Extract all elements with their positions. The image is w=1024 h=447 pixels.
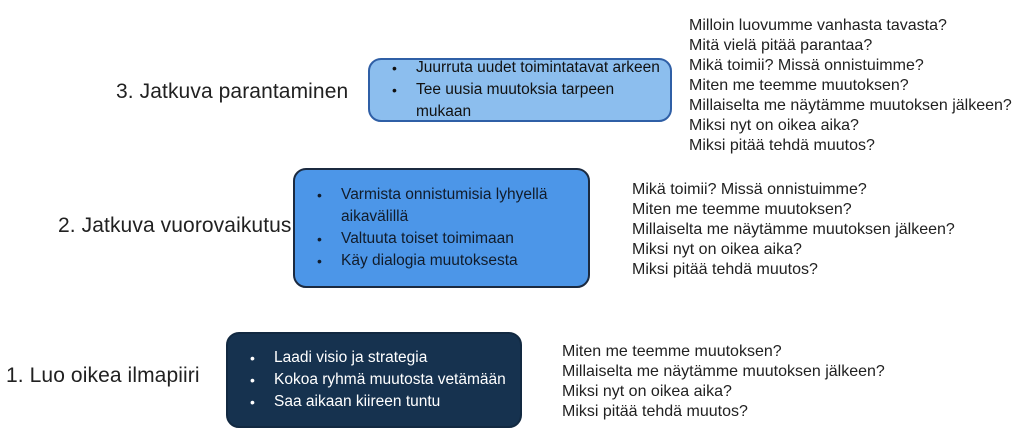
question-line: Mitä vielä pitää parantaa? xyxy=(689,37,873,54)
bullet-text: Juurruta uudet toimintatavat arkeen xyxy=(416,59,660,76)
bullet-text: Valtuuta toiset toimimaan xyxy=(341,230,514,247)
bullet-icon: • xyxy=(317,187,322,203)
bullet-icon: • xyxy=(250,372,255,388)
bullet-text: Saa aikaan kiireen tuntu xyxy=(274,393,441,410)
stage-2-label: 2. Jatkuva vuorovaikutus xyxy=(58,214,292,237)
bullet-item xyxy=(228,369,514,391)
stage-1-questions xyxy=(562,342,885,422)
bullet-icon: • xyxy=(317,253,322,269)
stage-1-label: 1. Luo oikea ilmapiiri xyxy=(6,364,200,387)
stage-2-bullet-list xyxy=(295,184,582,272)
bullet-text: Tee uusia muutoksia tarpeen mukaan xyxy=(416,81,615,120)
bullet-text: Laadi visio ja strategia xyxy=(274,349,428,366)
stage-1-box xyxy=(226,332,522,428)
question-line: Mikä toimii? Missä onnistuimme? xyxy=(689,57,924,74)
question-line: Miksi pitää tehdä muutos? xyxy=(632,261,818,278)
bullet-item xyxy=(295,250,582,272)
question-line: Mikä toimii? Missä onnistuimme? xyxy=(632,181,867,198)
bullet-icon: • xyxy=(317,231,322,247)
question-line: Milloin luovumme vanhasta tavasta? xyxy=(689,17,947,34)
bullet-item xyxy=(370,79,664,123)
question-line: Miksi pitää tehdä muutos? xyxy=(689,137,875,154)
question-line: Miksi nyt on oikea aika? xyxy=(689,117,859,134)
stage-2-box xyxy=(293,168,590,288)
stage-2-questions xyxy=(632,180,955,280)
question-line: Millaiselta me näytämme muutoksen jälkeen? xyxy=(562,363,885,380)
bullet-item xyxy=(228,347,514,369)
bullet-icon: • xyxy=(392,82,397,98)
stage-1-bullet-list xyxy=(228,347,514,413)
bullet-text: Varmista onnistumisia lyhyellä aikavälillä xyxy=(341,186,548,225)
bullet-icon: • xyxy=(250,394,255,410)
question-line: Miksi pitää tehdä muutos? xyxy=(562,403,748,420)
question-line: Millaiselta me näytämme muutoksen jälkeen? xyxy=(689,97,1012,114)
bullet-icon: • xyxy=(250,350,255,366)
bullet-text: Kokoa ryhmä muutosta vetämään xyxy=(274,371,506,388)
question-line: Miksi nyt on oikea aika? xyxy=(562,383,732,400)
question-line: Millaiselta me näytämme muutoksen jälkeen? xyxy=(632,221,955,238)
question-line: Miten me teemme muutoksen? xyxy=(689,77,909,94)
bullet-item xyxy=(228,391,514,413)
stage-3-questions xyxy=(689,16,1012,156)
bullet-item xyxy=(295,228,582,250)
question-line: Miten me teemme muutoksen? xyxy=(562,343,782,360)
question-line: Miten me teemme muutoksen? xyxy=(632,201,852,218)
question-line: Miksi nyt on oikea aika? xyxy=(632,241,802,258)
stage-3-box xyxy=(368,58,672,122)
bullet-item xyxy=(295,184,582,228)
bullet-icon: • xyxy=(392,60,397,76)
bullet-text: Käy dialogia muutoksesta xyxy=(341,252,518,269)
bullet-item xyxy=(370,57,664,79)
stage-3-label: 3. Jatkuva parantaminen xyxy=(116,80,349,103)
stage-3-bullet-list xyxy=(370,57,664,123)
